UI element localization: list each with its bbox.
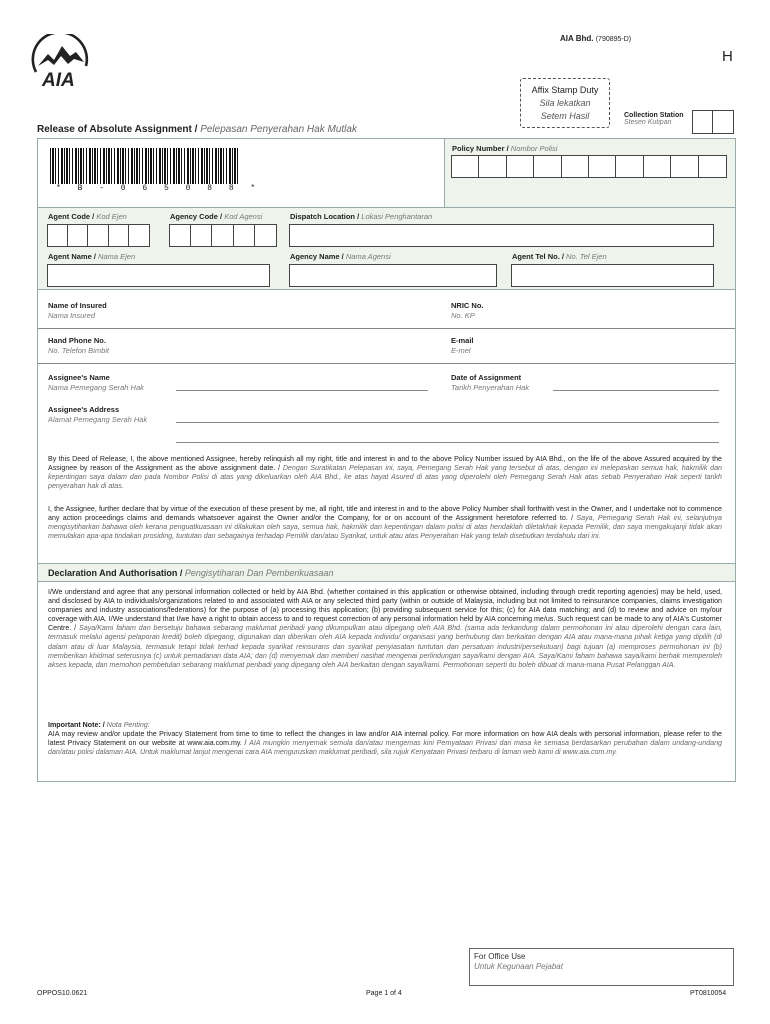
stamp-line2: Sila lekatkan xyxy=(539,98,591,108)
agency-name-label-en: Agency Name / xyxy=(290,252,344,261)
agency-name-label xyxy=(290,252,391,261)
policy-number-input[interactable] xyxy=(451,155,727,178)
policy-number-label-en: Policy Number / xyxy=(452,144,509,153)
declaration-heading xyxy=(48,568,333,578)
agent-name-input[interactable] xyxy=(47,264,270,287)
logo-text: AIA xyxy=(42,70,75,91)
agency-code-label-ms: Kod Agensi xyxy=(224,212,263,221)
agent-tel-label-ms: No. Tel Ejen xyxy=(566,252,607,261)
dispatch-label xyxy=(290,212,432,221)
hand-phone-label-ms: No. Telefon Bimbit xyxy=(48,346,110,355)
insured-name-label: Name of Insured xyxy=(48,301,107,310)
assignee-name-label-ms: Nama Pemegang Serah Hak xyxy=(48,383,144,392)
insured-name-label-ms: Nama Insured xyxy=(48,311,96,320)
dispatch-location-input[interactable] xyxy=(289,224,714,247)
barcode xyxy=(50,148,240,184)
agency-code-label xyxy=(170,212,262,221)
agency-name-input[interactable] xyxy=(289,264,497,287)
agency-code-input[interactable] xyxy=(169,224,277,247)
nric-label: NRIC No. xyxy=(451,301,484,310)
stamp-box xyxy=(520,78,610,128)
important-note-label: Important Note: / xyxy=(48,721,105,729)
assignee-address-label-ms: Alamat Pemegang Serah Hak xyxy=(48,415,148,424)
office-use-label-ms: Untuk Kegunaan Pejabat xyxy=(474,962,563,971)
important-note xyxy=(48,721,722,757)
office-use-label: For Office Use xyxy=(474,952,526,961)
email-label: E-mail xyxy=(451,336,474,345)
stamp-line1: Affix Stamp Duty xyxy=(531,85,599,95)
collection-station-input[interactable] xyxy=(692,110,734,134)
declaration-heading-en: Declaration And Authorisation / xyxy=(48,568,183,578)
agent-name-label-ms: Nama Ejen xyxy=(98,252,136,261)
footer-form-code: OPPOS10.0621 xyxy=(37,990,88,997)
agent-name-label-en: Agent Name / xyxy=(48,252,96,261)
policy-number-label xyxy=(452,144,557,153)
page-title xyxy=(37,124,357,135)
important-note-ms: AIA mungkin menyemak semula dan/atau mengemas kini Pernyataan Privasi dari masa ke semasa berdasarkan perubahan dalam undang-undang dan/atau polisi dalaman AIA. Untuk maklumat lanjut mengenai cara AIA menguruskan maklumat peribadi, sila rujuk Kenyataan Privasi terbaru di laman web kami di www.aia.com.my. xyxy=(48,739,722,757)
declaration-paragraph-en: I/We understand and agree that any personal information collected or held by AIA Bhd. (whether contained in this application or otherwise obtained, including through credit reporting agencies) may be held, used, and disclosed by AIA to individuals/organizations related to and associated with AIA or any selected third party (within or outside of Malaysia, including but not limited to reinsurance companies, claims investigation companies and industry associations/federations) for the purpose of (a) processing this application; (b) providing subsequent service for this; (c) for AIA data matching; and (d) to review and advice on my/our coverage with AIA. I/We understand that I/we have a right to obtain access to and to request correction of any personal information held by AIA concerning me/us. Such request can be made to any of AIA's Customer Centre. / xyxy=(48,588,722,633)
company-name: AIA Bhd. xyxy=(560,34,594,43)
dispatch-label-en: Dispatch Location / xyxy=(290,212,360,221)
agency-name-label-ms: Nama Agensi xyxy=(345,252,391,261)
agency-code-label-en: Agency Code / xyxy=(170,212,223,221)
stamp-line3: Setem Hasil xyxy=(540,111,590,121)
footer-doc-code: PT0810054 xyxy=(690,990,727,997)
policy-number-label-ms: Nombor Polisi xyxy=(510,144,558,153)
assignment-date-label: Date of Assignment xyxy=(451,373,522,382)
form-code-letter: H xyxy=(722,48,733,65)
nric-label-ms: No. KP xyxy=(451,311,475,320)
declaration-paragraph xyxy=(48,588,722,670)
agent-name-label xyxy=(48,252,135,261)
email-label-ms: E-mel xyxy=(451,346,471,355)
important-note-en: AIA may review and/or update the Privacy Statement from time to time to reflect the changes in law and/or AIA internal policy. For more information on how AIA deals with personal information, please refer to the latest Privacy Statement on our website at www.aia.com.my. / xyxy=(48,730,722,748)
release-paragraph-en: By this Deed of Release, I, the above mentioned Assignee, hereby relinquish all my right, title and interest in and to the above Policy Number issued by AIA Bhd., on the life of the above Assured acquired by the Assignee by reason of the Assignment as the above assignment date. / xyxy=(48,455,722,473)
agent-code-input[interactable] xyxy=(47,224,150,247)
company-reg: (790895-D) xyxy=(595,36,632,43)
assignee-paragraph-ms: Saya, Pemegang Serah Hak ini, selanjutnya mengisytiharkan bahawa oleh kerana penguatkuasaan ini dilakukan oleh saya, semua hak, hakmilik dan kepentingan dalam polisi di atas hendaklah diletakhak kepada Pemilik, dan saya mengakujanji tidak akan memulakan apa-apa tindakan prosiding, tuntutan dan sebagainya terhadap Pemilik dan/atau Syarikat, untuk atau atas Penyerahan Hak yang telah disebutkan terdahulu dari ini. xyxy=(48,514,722,541)
assignment-date-label-ms: Tarikh Penyerahan Hak xyxy=(451,383,530,392)
collection-label: Collection Station xyxy=(624,112,684,119)
assignee-paragraph-en: I, the Assignee, further declare that by virtue of the execution of these present by me, all right, title and interest in and to the above Policy Number shall forthwith vest in the Owner, and I undertake not to commence any action proceedings claims and demands whatsoever against the Owner and/or the Company, for or on account of the Assignment heretofore referred to. / xyxy=(48,505,722,523)
important-note-label-ms: Nota Penting: xyxy=(106,721,150,729)
assignee-address-label: Assignee's Address xyxy=(48,405,120,414)
aia-logo-icon xyxy=(30,34,92,92)
collection-station xyxy=(624,112,684,126)
hand-phone-label: Hand Phone No. xyxy=(48,336,106,345)
agent-tel-label-en: Agent Tel No. / xyxy=(512,252,564,261)
aia-logo xyxy=(30,34,92,92)
declaration-paragraph-ms: Saya/Kami faham dan bersetuju bahawa sebarang maklumat peribadi yang dikumpulkan atau dipegang oleh AIA Bhd. (sama ada terkandung dalam permohonan ini atau diperolehi dengan cara lain, termasuk melalui agensi pelaporan kredit) boleh dipegang, digunakan dan diberikan oleh AIA kepada individu/ organisasi yang berhubung dan berkaitan dengan AIA atau mana-mana pihak ketiga yang dipilih (di dalam atau di luar Malaysia, termasuk tetapi tidak terhad kepada syarikat reinsurans dan syarikat penyiasatan tuntutan dan persatuan industri/persekutuan) bagi tujuan (a) memproses permohonan ini (b) memberikan khidmat seterusnya (c) untuk pemadanan data AIA; dan (d) menyemak dan memberi nasihat mengenai perlindungan saya/kami dengan AIA. Saya/Kami faham bahawa saya/kami berhak memperoleh akses kepada, dan memohon pembetulan sebarang maklumat peribadi yang dipegang oleh AIA berkaitan dengan saya/kami. Permohonan seperti itu boleh dibuat di mana-mana Pusat Pelanggan AIA. xyxy=(48,624,722,669)
dispatch-label-ms: Lokasi Penghantaran xyxy=(361,212,433,221)
assignee-name-label: Assignee's Name xyxy=(48,373,110,382)
agent-code-label-ms: Kod Ejen xyxy=(96,212,127,221)
collection-label-ms: Stesen Kutipan xyxy=(624,119,672,126)
agent-code-label xyxy=(48,212,127,221)
form-section-details xyxy=(37,290,736,563)
footer-page-number: Page 1 of 4 xyxy=(366,990,402,997)
company-header xyxy=(560,34,631,43)
declaration-heading-ms: Pengisytiharan Dan Pemberikuasaan xyxy=(184,568,334,578)
title-en: Release of Absolute Assignment / xyxy=(37,124,198,135)
agent-tel-input[interactable] xyxy=(511,264,714,287)
agent-code-label-en: Agent Code / xyxy=(48,212,95,221)
agent-tel-label xyxy=(512,252,607,261)
barcode-text: * B - 0 6 5 0 8 8 * xyxy=(56,184,262,193)
title-ms: Pelepasan Penyerahan Hak Mutlak xyxy=(200,124,357,135)
release-paragraph-ms: Dengan Suratikatan Pelepasan ini, saya, Pemegang Serah Hak yang tersebut di atas, dengan ini melepaskan semua hak, hakmilik dan kepentingan saya dalam dan pada Nombor Polisi di atas yang dikeluarkan oleh AIA Bhd., ke atas hayat Asured di atas yang diperolehi oleh Pemegang Serah Hak atas sebab Penyerahan Hak seperti tarikh penyerahan hak di atas. xyxy=(48,464,722,491)
